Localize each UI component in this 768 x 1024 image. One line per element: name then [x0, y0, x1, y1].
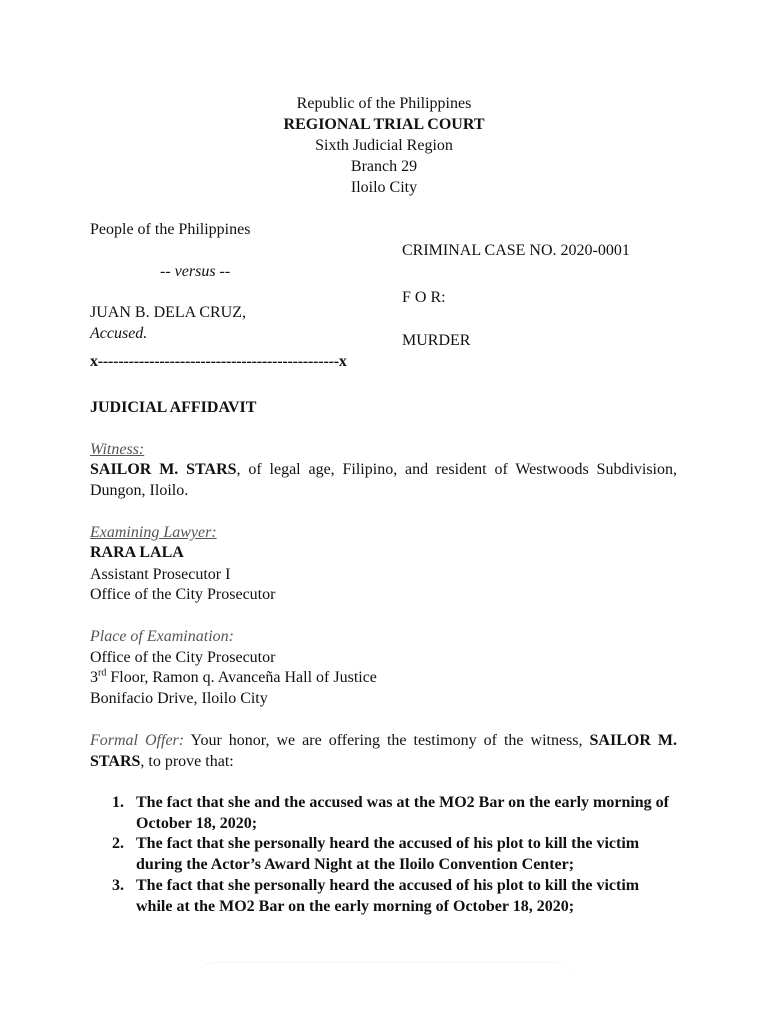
formal-offer-witness-name: SAILOR M. STARS — [90, 732, 677, 770]
lawyer-office: Office of the City Prosecutor — [90, 586, 276, 603]
accused-label: Accused. — [90, 325, 148, 342]
case-number: CRIMINAL CASE NO. 2020-0001 — [402, 242, 630, 259]
place-line-address: Bonifacio Drive, Iloilo City — [90, 690, 268, 707]
court-line-republic: Republic of the Philippines — [296, 95, 472, 112]
floor-rest: Floor, Ramon q. Avanceña Hall of Justice — [106, 669, 377, 686]
charge: MURDER — [402, 332, 471, 349]
fact-text: The fact that she and the accused was at the MO2 Bar on the early morning of October 18, 2020; — [136, 794, 670, 832]
formal-offer-text-b: , to prove that: — [140, 752, 234, 770]
court-line-region: Sixth Judicial Region — [315, 137, 453, 154]
court-line-city: Iloilo City — [350, 179, 418, 196]
lawyer-name: RARA LALA — [90, 544, 184, 561]
accused-name: JUAN B. DELA CRUZ, — [90, 304, 247, 321]
versus-text: -- versus -- — [160, 263, 231, 280]
fact-text: The fact that she personally heard the accused of his plot to kill the victim while at the MO2 Bar on the early morning of October 18, 2020; — [136, 876, 640, 915]
witness-paragraph — [90, 460, 677, 501]
fact-text: The fact that she personally heard the accused of his plot to kill the victim during the Actor’s Award Night at the Iloilo Convention Center; — [136, 835, 640, 874]
versus-line — [160, 262, 230, 283]
fact-number: 3. — [112, 876, 124, 894]
witness-label: Witness: — [90, 441, 145, 458]
court-line-rtc: REGIONAL TRIAL COURT — [283, 116, 485, 133]
facts-list — [90, 793, 677, 917]
page-fade-shadow — [195, 962, 575, 1003]
lawyer-label: Examining Lawyer: — [90, 524, 217, 541]
floor-suffix: rd — [98, 667, 107, 679]
list-item — [90, 834, 677, 875]
place-line-office: Office of the City Prosecutor — [90, 649, 276, 666]
lawyer-position: Assistant Prosecutor I — [90, 566, 231, 583]
place-line-floor — [90, 668, 377, 689]
witness-name: SAILOR M. STARS — [90, 461, 237, 478]
place-label: Place of Examination: — [90, 628, 234, 645]
fact-number: 1. — [112, 794, 124, 811]
witness-details: , of legal age, Filipino, and resident of Westwoods Subdivision, Dungon, Iloilo. — [90, 461, 678, 499]
formal-offer-text-a: Your honor, we are offering the testimony of the witness, — [184, 732, 590, 749]
floor-number: 3 — [90, 669, 98, 686]
fact-number: 2. — [112, 835, 124, 853]
list-item — [90, 876, 677, 917]
formal-offer-label: Formal Offer: — [90, 732, 185, 749]
list-item — [90, 793, 677, 834]
formal-offer-paragraph — [90, 731, 677, 772]
court-line-branch: Branch 29 — [350, 158, 418, 175]
document-title: JUDICIAL AFFIDAVIT — [90, 399, 257, 416]
for-label: F O R: — [402, 289, 446, 306]
plaintiff-name: People of the Philippines — [90, 221, 251, 238]
caption-divider: x-----------------------------------------------x — [90, 353, 347, 370]
